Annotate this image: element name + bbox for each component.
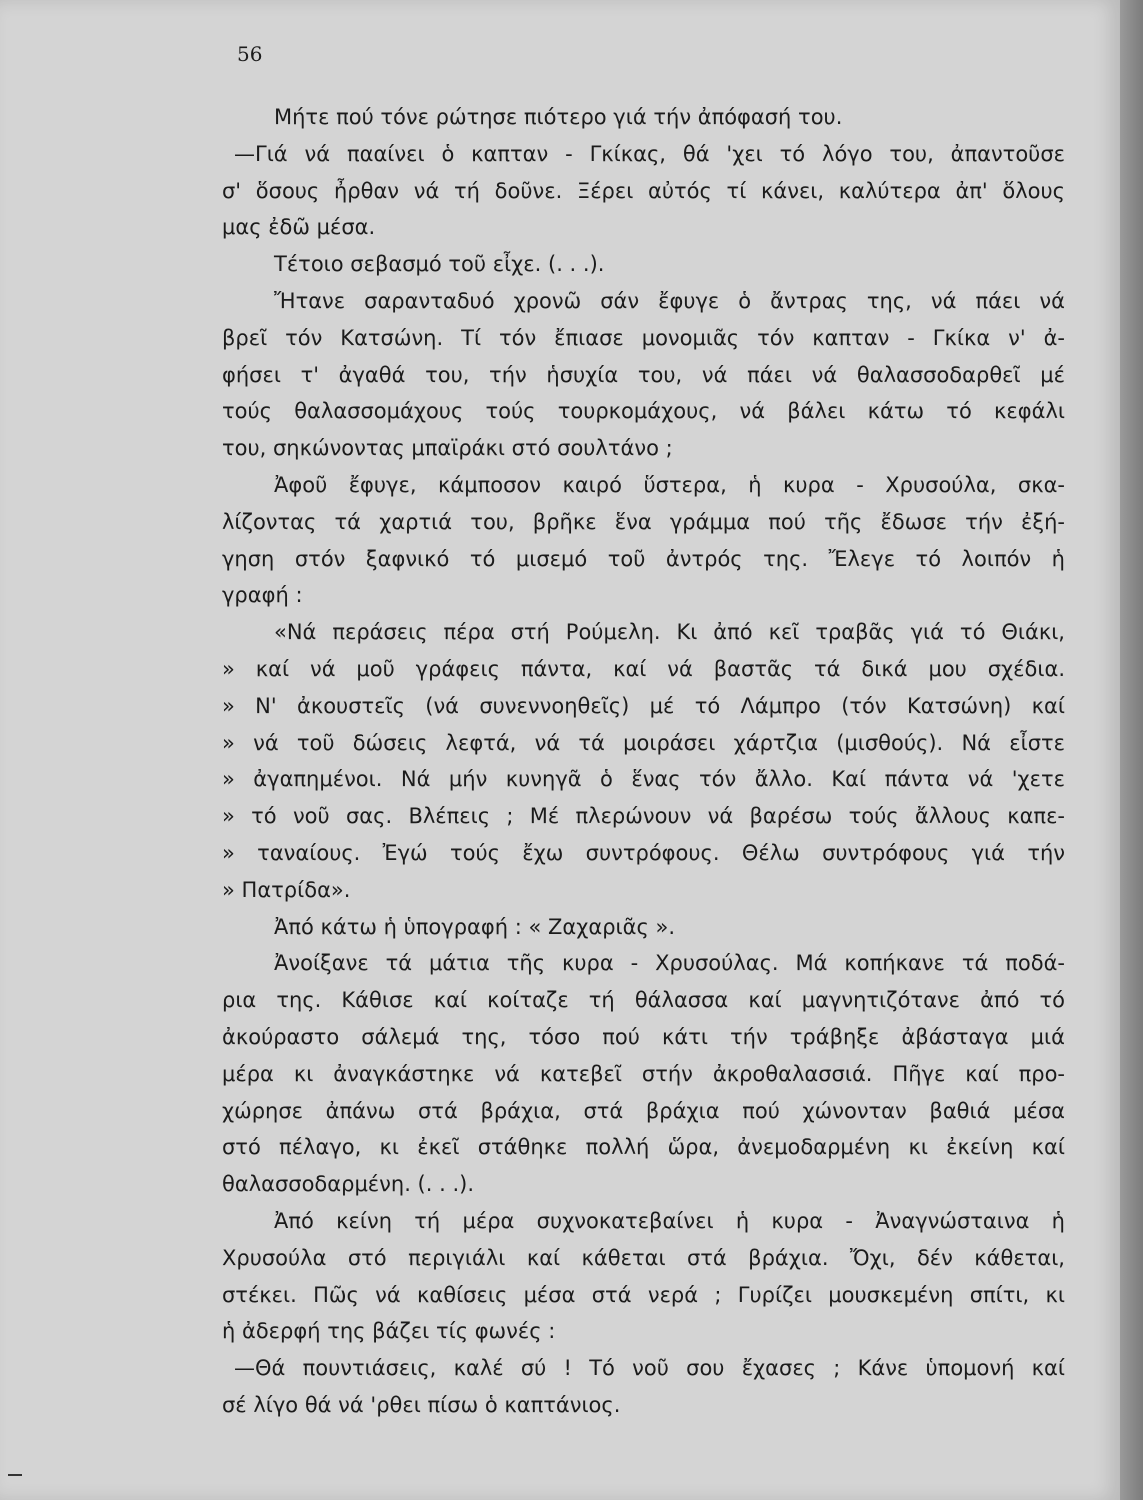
text-line: στέκει. Πῶς νά καθίσεις μέσα στά νερά ; Γυρίζει μουσκεμένη σπίτι, κι [222, 1282, 1065, 1307]
text-line: » τό νοῦ σας. Βλέπεις ; Μέ πλερώνουν νά βαρέσω τούς ἄλλους καπε- [222, 804, 1065, 829]
text-line: «Νά περάσεις πέρα στή Ρούμελη. Κι ἀπό κεῖ τραβᾶς γιά τό Θιάκι, [274, 620, 1065, 645]
text-line: » Πατρίδα». [222, 877, 351, 902]
page-number: 56 [237, 42, 263, 66]
text-line: —Γιά νά πααίνει ὁ καπταν - Γκίκας, θά 'χει τό λόγο του, ἀπαντοῦσε [234, 141, 1065, 166]
text-line: μας ἐδῶ μέσα. [222, 215, 376, 240]
margin-mark [8, 1474, 22, 1476]
text-line: Ἀπό κείνη τή μέρα συχνοκατεβαίνει ἡ κυρα - Ἀναγνώσταινα ἡ [274, 1208, 1065, 1233]
body-text [222, 99, 1065, 1424]
text-line: βρεῖ τόν Κατσώνη. Τί τόν ἔπιασε μονομιᾶς τόν καπταν - Γκίκα ν' ἀ- [222, 325, 1065, 350]
text-line: Ἤτανε σαρανταδυό χρονῶ σάν ἔφυγε ὁ ἄντρας της, νά πάει νά [274, 288, 1065, 313]
text-line: σέ λίγο θά νά 'ρθει πίσω ὁ καπτάνιος. [222, 1392, 621, 1417]
text-line: σ' ὅσους ἦρθαν νά τή δοῦνε. Ξέρει αὐτός τί κάνει, καλύτερα ἀπ' ὅλους [222, 178, 1065, 203]
text-line: ρια της. Κάθισε καί κοίταζε τή θάλασσα καί μαγνητιζότανε ἀπό τό [222, 988, 1065, 1013]
text-line: μέρα κι ἀναγκάστηκε νά κατεβεῖ στήν ἀκροθαλασσιά. Πῆγε καί προ- [222, 1061, 1065, 1086]
text-line: γηση στόν ξαφνικό τό μισεμό τοῦ ἀντρός της. Ἔλεγε τό λοιπόν ἡ [222, 546, 1065, 571]
text-line: » καί νά μοῦ γράφεις πάντα, καί νά βαστᾶς τά δικά μου σχέδια. [222, 656, 1065, 681]
text-line: του, σηκώνοντας μπαϊράκι στό σουλτάνο ; [222, 436, 673, 461]
text-line: φήσει τ' ἀγαθά του, τήν ἡσυχία του, νά πάει νά θαλασσοδαρθεῖ μέ [222, 362, 1065, 387]
text-line: χώρησε ἀπάνω στά βράχια, στά βράχια πού χώνονταν βαθιά μέσα [222, 1098, 1065, 1123]
text-line: λίζοντας τά χαρτιά του, βρῆκε ἕνα γράμμα πού τῆς ἔδωσε τήν ἐξή- [222, 509, 1065, 534]
text-line: Τέτοιο σεβασμό τοῦ εἶχε. (. . .). [274, 252, 605, 277]
text-line: Ἀνοίξανε τά μάτια τῆς κυρα - Χρυσούλας. Μά κοπήκανε τά ποδά- [274, 951, 1065, 976]
text-line: ἀκούραστο σάλεμά της, τόσο πού κάτι τήν τράβηξε ἀβάσταγα μιά [222, 1024, 1065, 1049]
text-line: γραφή : [222, 583, 303, 608]
text-line: » ἀγαπημένοι. Νά μήν κυνηγᾶ ὁ ἕνας τόν ἄλλο. Καί πάντα νά 'χετε [222, 767, 1065, 792]
text-line: » νά τοῦ δώσεις λεφτά, νά τά μοιράσει χάρτζια (μισθούς). Νά εἶστε [222, 730, 1065, 755]
page-edge [1120, 0, 1143, 1500]
text-line: θαλασσοδαρμένη. (. . .). [222, 1172, 474, 1197]
text-line: Χρυσούλα στό περιγιάλι καί κάθεται στά βράχια. Ὄχι, δέν κάθεται, [222, 1245, 1065, 1270]
text-line: στό πέλαγο, κι ἐκεῖ στάθηκε πολλή ὥρα, ἀνεμοδαρμένη κι ἐκείνη καί [222, 1135, 1065, 1160]
text-line: Μήτε πού τόνε ρώτησε πιότερο γιά τήν ἀπόφασή του. [274, 105, 843, 129]
text-line: τούς θαλασσομάχους τούς τουρκομάχους, νά βάλει κάτω τό κεφάλι [222, 399, 1065, 424]
text-line: ἡ ἀδερφή της βάζει τίς φωνές : [222, 1319, 556, 1344]
text-line: Ἀφοῦ ἔφυγε, κάμποσον καιρό ὕστερα, ἡ κυρα - Χρυσούλα, σκα- [274, 472, 1065, 497]
text-line: » Ν' ἀκουστεῖς (νά συνεννοηθεῖς) μέ τό Λάμπρο (τόν Κατσώνη) καί [222, 693, 1065, 718]
text-line: » ταναίους. Ἐγώ τούς ἔχω συντρόφους. Θέλω συντρόφους γιά τήν [222, 840, 1065, 865]
text-line: Ἀπό κάτω ἡ ὑπογραφή : « Ζαχαριᾶς ». [274, 914, 675, 939]
text-line: —Θά πουντιάσεις, καλέ σύ ! Τό νοῦ σου ἔχασες ; Κάνε ὑπομονή καί [234, 1356, 1065, 1381]
